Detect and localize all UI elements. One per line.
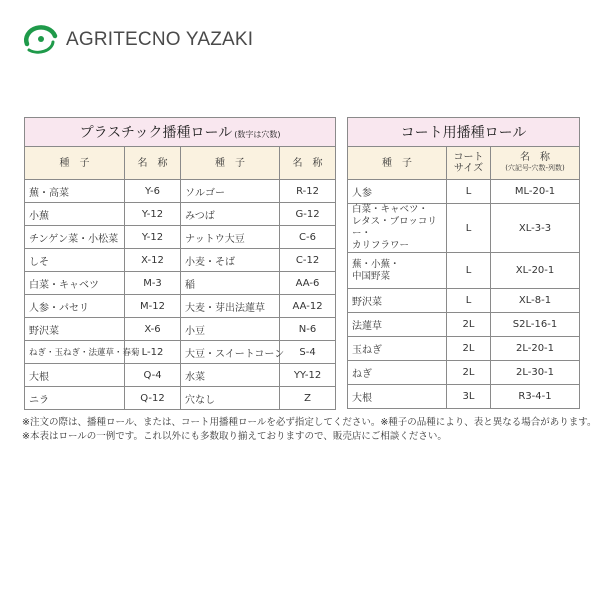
coat-size-cell: 3L xyxy=(447,385,491,409)
roll-name-cell: Y-12 xyxy=(125,226,181,249)
coat-size-cell: 2L xyxy=(447,337,491,361)
seed-cell: ソルゴー xyxy=(181,180,280,203)
brand-logo xyxy=(22,22,253,58)
table-row xyxy=(25,318,336,341)
seed-cell: チンゲン菜・小松菜 xyxy=(25,226,125,249)
brand-name: AGRITECNO YAZAKI xyxy=(66,29,254,50)
coat-seed-roll-table xyxy=(347,117,580,409)
seed-cell: 蕪・高菜 xyxy=(25,180,125,203)
table-row xyxy=(348,180,580,204)
col-header-seed: 種 子 xyxy=(25,147,125,180)
col-header-name: 名 称 xyxy=(280,147,336,180)
agritecno-yazaki-logo-icon xyxy=(22,23,60,57)
col-header-name: 名 称 xyxy=(125,147,181,180)
roll-name-cell: XL-3-3 xyxy=(491,204,580,253)
footnotes xyxy=(22,416,597,444)
seed-cell: 玉ねぎ xyxy=(348,337,447,361)
seed-cell: 小蕪 xyxy=(25,203,125,226)
roll-name-cell: Q-12 xyxy=(125,387,181,410)
roll-name-cell: ML-20-1 xyxy=(491,180,580,204)
seed-cell: みつば xyxy=(181,203,280,226)
table-row xyxy=(25,249,336,272)
plastic-seed-roll-table xyxy=(24,117,336,410)
table-row xyxy=(348,253,580,289)
roll-name-cell: N-6 xyxy=(280,318,336,341)
seed-cell: 白菜・キャベツ・ レタス・ブロッコリー・ カリフラワー xyxy=(348,204,447,253)
plastic-title-note: (数字は穴数) xyxy=(234,130,281,139)
table-row xyxy=(348,361,580,385)
footnote: ※注文の際は、播種ロール、または、コート用播種ロールを必ず指定してください。※種子の品種により、表と異なる場合があります。 xyxy=(22,417,597,428)
coat-size-cell: 2L xyxy=(447,361,491,385)
coat-table-title: コート用播種ロール xyxy=(348,118,580,147)
seed-cell: 人参・パセリ xyxy=(25,295,125,318)
roll-name-cell: G-12 xyxy=(280,203,336,226)
coat-size-cell: 2L xyxy=(447,313,491,337)
seed-cell: 野沢菜 xyxy=(348,289,447,313)
roll-name-cell: R-12 xyxy=(280,180,336,203)
roll-name-cell: X-6 xyxy=(125,318,181,341)
plastic-table-body xyxy=(25,180,336,410)
table-row xyxy=(25,180,336,203)
coat-size-cell: L xyxy=(447,289,491,313)
roll-name-cell: XL-8-1 xyxy=(491,289,580,313)
seed-cell: ねぎ xyxy=(348,361,447,385)
coat-table-body xyxy=(348,180,580,409)
table-row xyxy=(25,387,336,410)
roll-name-cell: C-12 xyxy=(280,249,336,272)
seed-cell: 水菜 xyxy=(181,364,280,387)
roll-name-cell: L-12 xyxy=(125,341,181,364)
roll-name-cell: XL-20-1 xyxy=(491,253,580,289)
table-row xyxy=(348,289,580,313)
coat-size-cell: L xyxy=(447,204,491,253)
seed-cell: 小麦・そば xyxy=(181,249,280,272)
seed-cell: 人参 xyxy=(348,180,447,204)
roll-name-cell: S-4 xyxy=(280,341,336,364)
table-row xyxy=(25,364,336,387)
roll-name-cell: Z xyxy=(280,387,336,410)
roll-name-cell: X-12 xyxy=(125,249,181,272)
seed-cell: 大根 xyxy=(25,364,125,387)
table-row xyxy=(348,385,580,409)
table-row xyxy=(348,313,580,337)
table-row xyxy=(348,337,580,361)
seed-cell: 大豆・スイートコーン xyxy=(181,341,280,364)
col-header-seed: 種 子 xyxy=(348,147,447,180)
seed-cell: 蕪・小蕪・ 中国野菜 xyxy=(348,253,447,289)
roll-name-cell: AA-6 xyxy=(280,272,336,295)
table-row xyxy=(25,272,336,295)
seed-cell: 穴なし xyxy=(181,387,280,410)
col-header-seed: 種 子 xyxy=(181,147,280,180)
col-header-coat-size: コート サイズ xyxy=(447,147,491,180)
table-row xyxy=(25,203,336,226)
table-row xyxy=(348,204,580,253)
roll-name-cell: Y-12 xyxy=(125,203,181,226)
roll-name-cell: S2L-16-1 xyxy=(491,313,580,337)
seed-cell: 野沢菜 xyxy=(25,318,125,341)
roll-name-cell: AA-12 xyxy=(280,295,336,318)
coat-size-cell: L xyxy=(447,180,491,204)
col-header-name xyxy=(491,147,580,180)
footnote: ※本表はロールの一例です。これ以外にも多数取り揃えておりますので、販売店にご相談ください。 xyxy=(22,431,447,442)
plastic-title-text: プラスチック播種ロール xyxy=(79,125,233,141)
seed-cell: ねぎ・玉ねぎ・法蓮草・春菊 xyxy=(25,341,125,364)
table-row xyxy=(25,226,336,249)
roll-name-cell: M-12 xyxy=(125,295,181,318)
table-row xyxy=(25,295,336,318)
coat-size-cell: L xyxy=(447,253,491,289)
col-header-name-sub: (穴記号-穴数-列数) xyxy=(505,164,565,172)
roll-name-cell: 2L-30-1 xyxy=(491,361,580,385)
seed-cell: 法蓮草 xyxy=(348,313,447,337)
seed-cell: ナットウ大豆 xyxy=(181,226,280,249)
table-row xyxy=(25,341,336,364)
col-header-name-label: 名 称 xyxy=(520,152,550,163)
plastic-table-title xyxy=(25,118,336,147)
roll-name-cell: R3-4-1 xyxy=(491,385,580,409)
seed-cell: 小豆 xyxy=(181,318,280,341)
roll-name-cell: Q-4 xyxy=(125,364,181,387)
roll-name-cell: YY-12 xyxy=(280,364,336,387)
roll-name-cell: Y-6 xyxy=(125,180,181,203)
seed-cell: 稲 xyxy=(181,272,280,295)
roll-name-cell: 2L-20-1 xyxy=(491,337,580,361)
seed-cell: 大根 xyxy=(348,385,447,409)
roll-name-cell: C-6 xyxy=(280,226,336,249)
seed-cell: しそ xyxy=(25,249,125,272)
roll-name-cell: M-3 xyxy=(125,272,181,295)
seed-cell: 白菜・キャベツ xyxy=(25,272,125,295)
seed-cell: 大麦・芽出法蓮草 xyxy=(181,295,280,318)
seed-cell: ニラ xyxy=(25,387,125,410)
